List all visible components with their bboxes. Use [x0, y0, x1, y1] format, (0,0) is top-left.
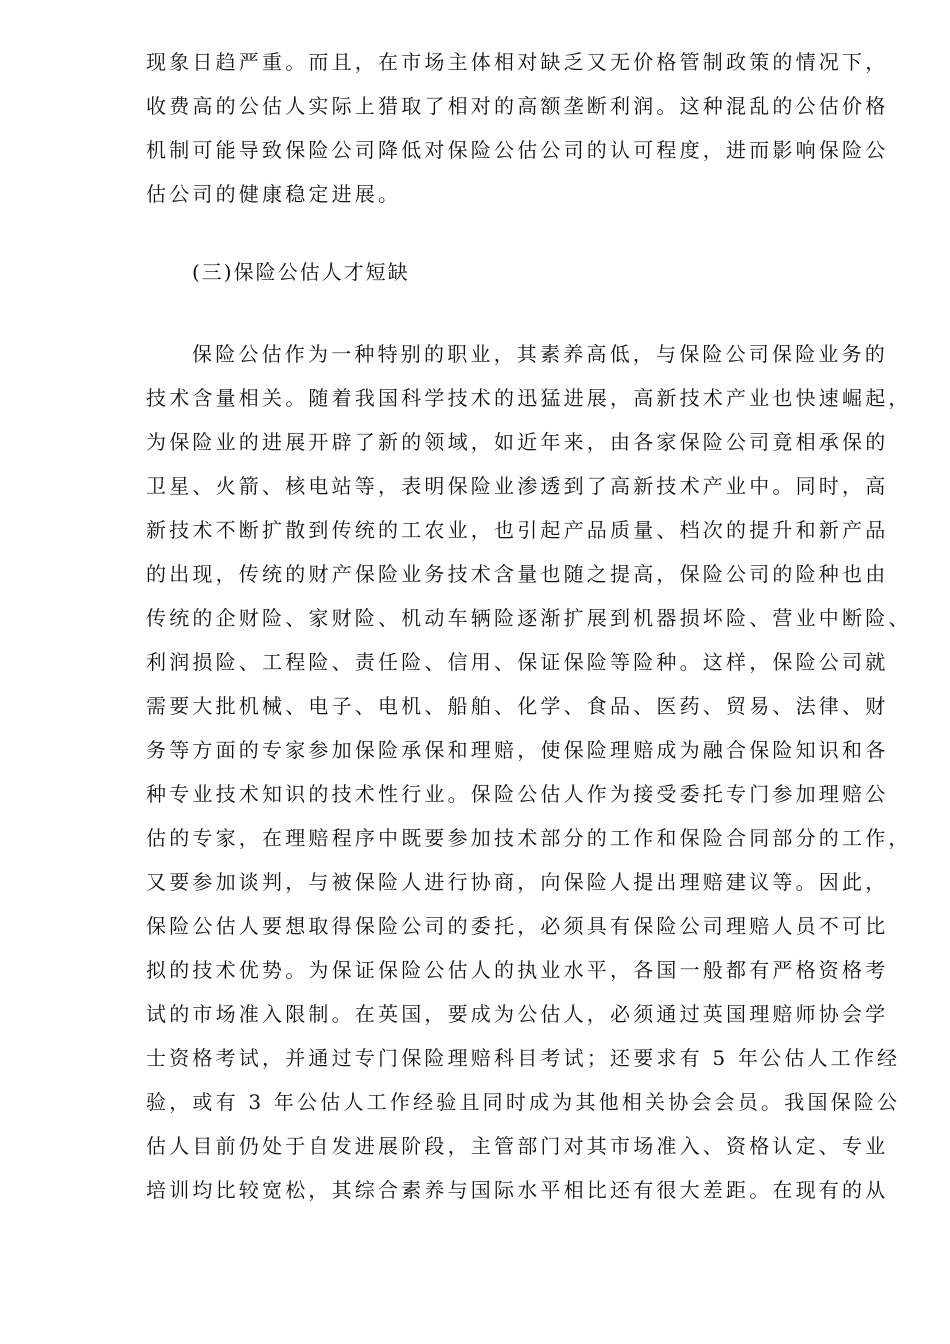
paragraph-line: 的出现，传统的财产保险业务技术含量也随之提高，保险公司的险种也由 — [146, 562, 889, 586]
paragraph-line: 又要参加谈判，与被保险人进行协商，向保险人提出理赔建议等。因此， — [146, 870, 889, 894]
paragraph-line: 士资格考试，并通过专门保险理赔科目考试；还要求有 5 年公估人工作经 — [146, 1046, 901, 1070]
paragraph-line: 拟的技术优势。为保证保险公估人的执业水平，各国一般都有严格资格考 — [146, 958, 889, 982]
paragraph-line: 培训均比较宽松，其综合素养与国际水平相比还有很大差距。在现有的从 — [146, 1178, 889, 1202]
paragraph-line: 现象日趋严重。而且，在市场主体相对缺乏又无价格管制政策的情况下， — [146, 50, 889, 74]
paragraph-line: 技术含量相关。随着我国科学技术的迅猛进展，高新技术产业也快速崛起， — [146, 386, 912, 410]
paragraph-line: 保险公估作为一种特别的职业，其素养高低，与保险公司保险业务的 — [192, 342, 888, 366]
section-heading: (三)保险公估人才短缺 — [192, 260, 410, 284]
paragraph-line: 保险公估人要想取得保险公司的委托，必须具有保险公司理赔人员不可比 — [146, 914, 889, 938]
paragraph-line: 利润损险、工程险、责任险、信用、保证保险等险种。这样，保险公司就 — [146, 650, 889, 674]
paragraph-line: 验，或有 3 年公估人工作经验且同时成为其他相关协会会员。我国保险公 — [146, 1090, 901, 1114]
paragraph-line: 收费高的公估人实际上猎取了相对的高额垄断利润。这种混乱的公估价格 — [146, 94, 889, 118]
paragraph-line: 种专业技术知识的技术性行业。保险公估人作为接受委托专门参加理赔公 — [146, 782, 889, 806]
paragraph-line: 估人目前仍处于自发进展阶段，主管部门对其市场准入、资格认定、专业 — [146, 1134, 889, 1158]
paragraph-line: 机制可能导致保险公司降低对保险公估公司的认可程度，进而影响保险公 — [146, 138, 889, 162]
paragraph-line: 估的专家，在理赔程序中既要参加技术部分的工作和保险合同部分的工作， — [146, 826, 912, 850]
paragraph-line: 需要大批机械、电子、电机、船舶、化学、食品、医药、贸易、法律、财 — [146, 694, 889, 718]
paragraph-line: 试的市场准入限制。在英国，要成为公估人，必须通过英国理赔师协会学 — [146, 1002, 889, 1026]
paragraph-line: 传统的企财险、家财险、机动车辆险逐渐扩展到机器损坏险、营业中断险、 — [146, 606, 912, 630]
paragraph-line: 卫星、火箭、核电站等，表明保险业渗透到了高新技术产业中。同时，高 — [146, 474, 889, 498]
paragraph-line: 新技术不断扩散到传统的工农业，也引起产品质量、档次的提升和新产品 — [146, 518, 889, 542]
paragraph-line: 估公司的健康稳定进展。 — [146, 182, 402, 206]
paragraph-line: 务等方面的专家参加保险承保和理赔，使保险理赔成为融合保险知识和各 — [146, 738, 889, 762]
paragraph-line: 为保险业的进展开辟了新的领域，如近年来，由各家保险公司竟相承保的 — [146, 430, 889, 454]
